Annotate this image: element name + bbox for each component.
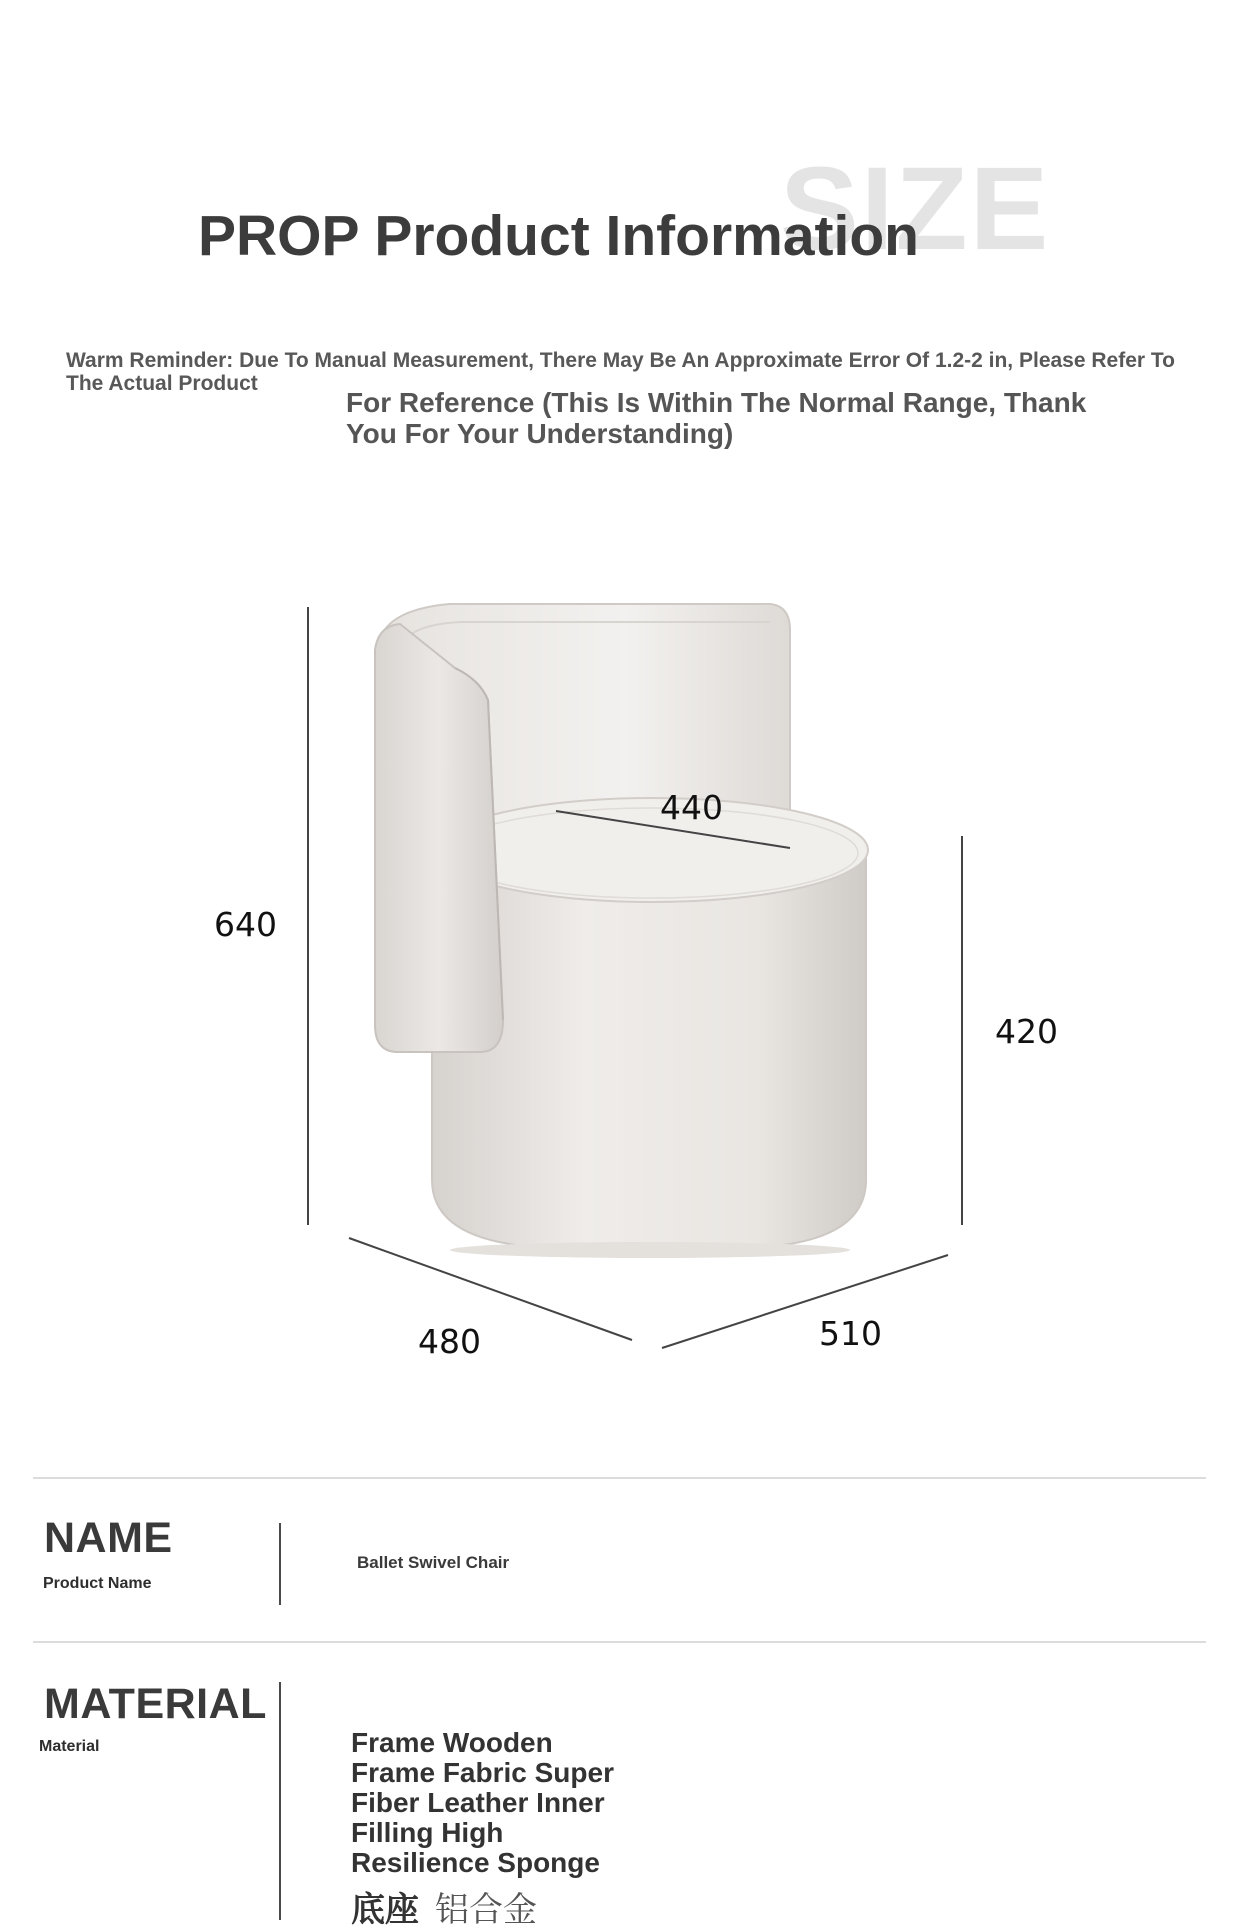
base-material-row bbox=[351, 1893, 537, 1927]
material-line: Filling High bbox=[351, 1817, 504, 1848]
name-heading: NAME bbox=[44, 1514, 173, 1562]
material-heading: MATERIAL bbox=[44, 1680, 267, 1728]
chair-dimension-diagram bbox=[0, 560, 1240, 1380]
column-divider bbox=[279, 1523, 281, 1605]
height-label: 640 bbox=[214, 905, 277, 944]
reference-note: For Reference (This Is Within The Normal Range, Thank You For Your Understanding) bbox=[346, 387, 1087, 449]
material-line: Frame Fabric Super bbox=[351, 1757, 614, 1788]
material-line: Frame Wooden bbox=[351, 1727, 553, 1758]
name-subheading: Product Name bbox=[43, 1575, 152, 1592]
product-name-value: Ballet Swivel Chair bbox=[357, 1553, 510, 1572]
base-label: 底座 bbox=[351, 1891, 419, 1929]
seat-height-label: 420 bbox=[995, 1012, 1058, 1051]
material-line: Fiber Leather Inner bbox=[351, 1787, 605, 1818]
divider bbox=[33, 1641, 1206, 1643]
chair-illustration bbox=[375, 604, 868, 1258]
material-description bbox=[351, 1727, 771, 1881]
size-watermark: SIZE bbox=[780, 143, 1051, 275]
width-dimension-line bbox=[662, 1255, 948, 1348]
material-line: Resilience Sponge bbox=[351, 1847, 600, 1878]
material-subheading: Material bbox=[39, 1738, 100, 1755]
seat-width-label: 440 bbox=[660, 788, 723, 827]
column-divider bbox=[279, 1682, 281, 1920]
width-label: 510 bbox=[819, 1314, 882, 1353]
page-title: PROP Product Information bbox=[198, 204, 919, 268]
warm-reminder-text: Warm Reminder: Due To Manual Measurement, There May Be An Approximate Error Of 1.2-2 in, Please Refer To The Actual Product bbox=[66, 349, 1175, 395]
base-value: 铝合金 bbox=[435, 1891, 537, 1929]
depth-label: 480 bbox=[418, 1322, 481, 1361]
divider bbox=[33, 1477, 1206, 1479]
